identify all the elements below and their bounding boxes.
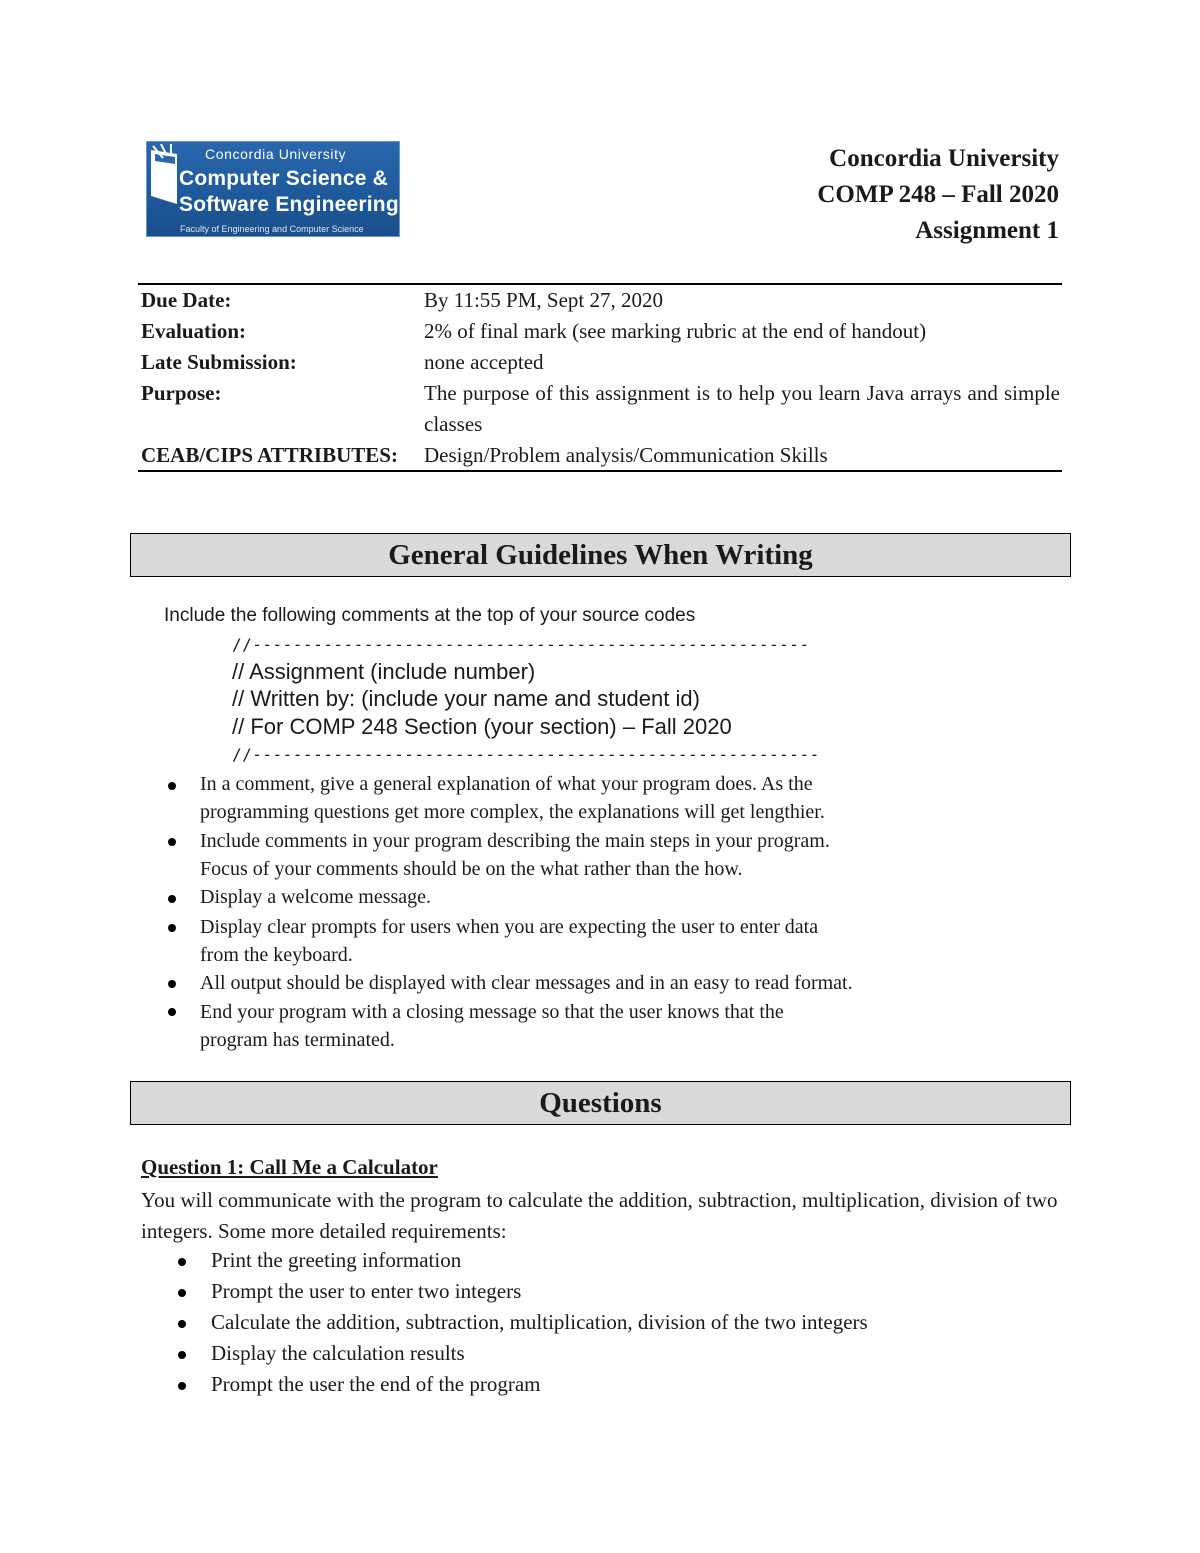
university-logo xyxy=(146,141,400,237)
logo-line-2: Computer Science & xyxy=(179,167,388,190)
question-1-title: Question 1: Call Me a Calculator xyxy=(141,1155,438,1179)
bullet-icon xyxy=(168,895,176,903)
section-guidelines-heading: General Guidelines When Writing xyxy=(130,533,1071,577)
info-value-purpose: The purpose of this assignment is to help you learn Java arrays and simple classes xyxy=(424,381,1060,436)
question-bullet: Prompt the user to enter two integers xyxy=(211,1279,522,1303)
bottom-rule xyxy=(138,470,1062,472)
guideline-bullet: Display clear prompts for users when you are expecting the user to enter data from the keyboard. xyxy=(200,916,819,966)
header-assignment: Assignment 1 xyxy=(915,217,1059,244)
info-value-attributes: Design/Problem analysis/Communication Skills xyxy=(424,443,828,467)
question-bullet: Display the calculation results xyxy=(211,1341,465,1365)
bullet-icon xyxy=(168,980,176,988)
bullet-icon xyxy=(168,838,176,846)
bullet-icon xyxy=(168,782,176,790)
info-label-purpose: Purpose: xyxy=(141,381,222,405)
top-rule xyxy=(138,283,1062,285)
info-label-attributes: CEAB/CIPS ATTRIBUTES: xyxy=(141,443,398,467)
question-bullet: Calculate the addition, subtraction, multiplication, division of the two integers xyxy=(211,1310,868,1334)
question-bullet: Prompt the user the end of the program xyxy=(211,1372,541,1396)
bullet-icon xyxy=(178,1258,186,1266)
question-bullet: Print the greeting information xyxy=(211,1248,462,1272)
bullet-icon xyxy=(178,1289,186,1297)
bullet-icon xyxy=(178,1351,186,1359)
guideline-bullet: In a comment, give a general explanation of what your program does. As the programming questions get more complex, the explanations will get lengthier. xyxy=(200,773,825,823)
comments-intro: Include the following comments at the top of your source codes xyxy=(164,605,696,626)
bullet-icon xyxy=(178,1320,186,1328)
info-label-due: Due Date: xyxy=(141,288,232,312)
code-line: // Written by: (include your name and student id) xyxy=(232,686,700,711)
bullet-icon xyxy=(168,924,176,932)
info-label-late: Late Submission: xyxy=(141,350,297,374)
guideline-bullet: Include comments in your program describing the main steps in your program. Focus of your comments should be on the what rather than the how. xyxy=(200,830,830,880)
info-label-evaluation: Evaluation: xyxy=(141,319,247,343)
logo-line-3: Software Engineering xyxy=(179,193,399,216)
info-value-evaluation: 2% of final mark (see marking rubric at the end of handout) xyxy=(424,319,927,343)
bullet-icon xyxy=(178,1382,186,1390)
guideline-bullet: End your program with a closing message so that the user knows that the program has terminated. xyxy=(200,1001,784,1051)
logo-line-4: Faculty of Engineering and Computer Science xyxy=(180,224,364,234)
header-course: COMP 248 – Fall 2020 xyxy=(817,181,1059,208)
code-line: //------------------------------------------------------- xyxy=(232,635,810,654)
code-line: //-------------------------------------------------------- xyxy=(232,745,820,764)
bullet-icon xyxy=(168,1008,176,1016)
book-icon xyxy=(149,144,179,206)
question-1-text: You will communicate with the program to calculate the addition, subtraction, multiplication, division of two integers. Some more detailed requirements: xyxy=(141,1188,1058,1243)
code-line: // Assignment (include number) xyxy=(232,659,536,684)
code-line: // For COMP 248 Section (your section) – Fall 2020 xyxy=(232,714,732,739)
guideline-bullet: Display a welcome message. xyxy=(200,886,432,908)
section-questions-heading: Questions xyxy=(130,1081,1071,1125)
guideline-bullet: All output should be displayed with clear messages and in an easy to read format. xyxy=(200,972,853,994)
info-value-due: By 11:55 PM, Sept 27, 2020 xyxy=(424,288,663,312)
header-university: Concordia University xyxy=(829,145,1059,172)
logo-line-1: Concordia University xyxy=(205,146,347,162)
info-value-late: none accepted xyxy=(424,350,544,374)
